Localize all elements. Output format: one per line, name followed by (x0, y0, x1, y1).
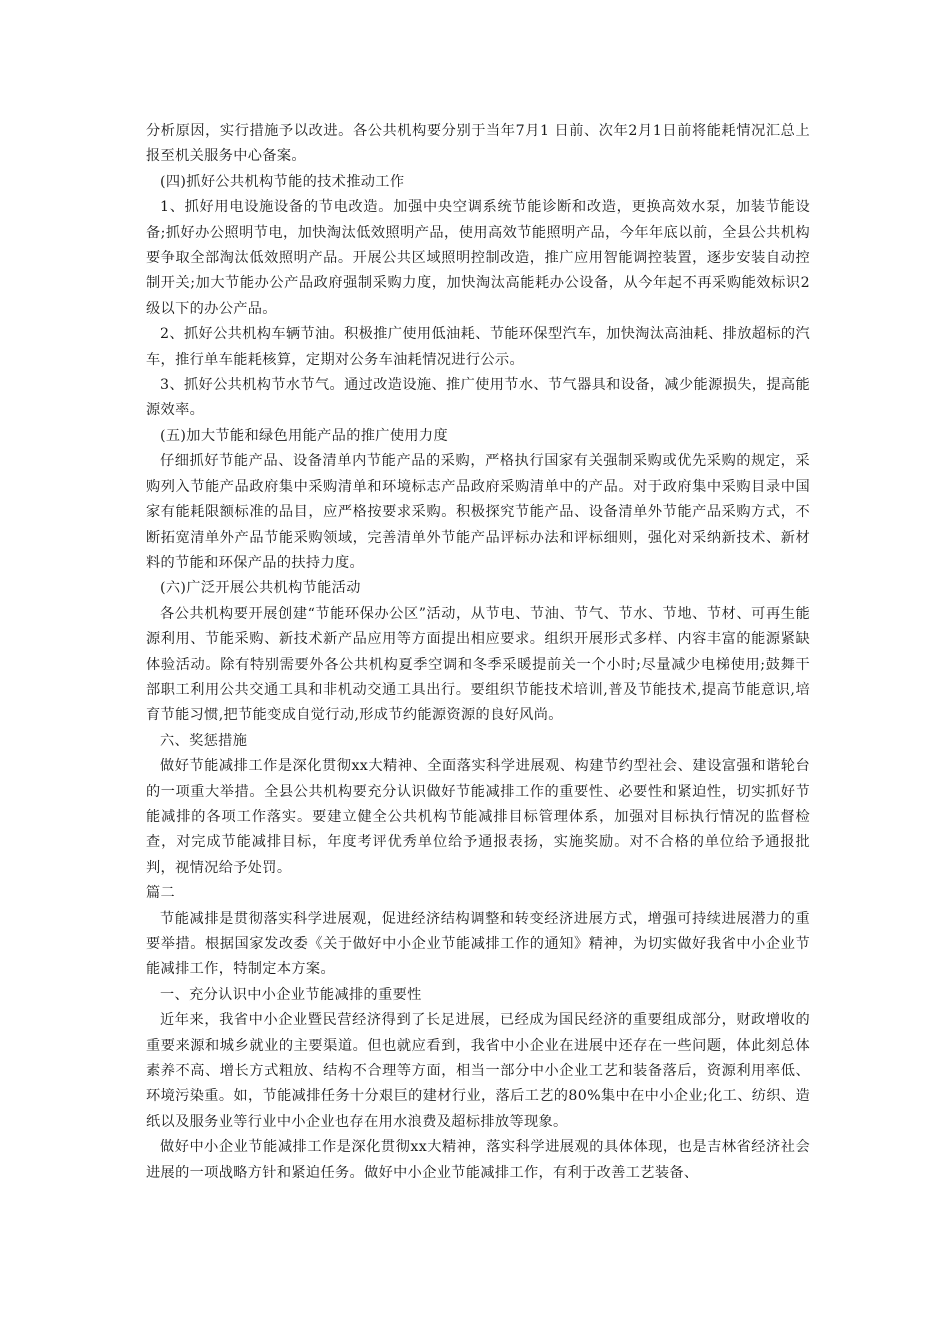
paragraph: 3、抓好公共机构节水节气。通过改造设施、推广使用节水、节气器具和设备，减少能源损失，提高能源效率。 (146, 377, 810, 419)
part-title: 篇二 (146, 885, 176, 902)
paragraph: 1、抓好用电设施设备的节电改造。加强中央空调系统节能诊断和改造，更换高效水泵，加装节能设备;抓好办公照明节电，加快淘汰低效照明产品，使用高效节能照明产品，今年年底以前，全县公共机构要争取全部淘汰低效照明产品。开展公共区域照明控制改造，推广应用智能调控装置，逐步安装自动控制开关;加大节能办公产品政府强制采购力度，加快淘汰高能耗办公设备，从今年起不再采购能效标识2级以下的办公产品。 (146, 199, 810, 317)
paragraph: 做好节能减排工作是深化贯彻xx大精神、全面落实科学进展观、构建节约型社会、建设富强和谐轮台的一项重大举措。全县公共机构要充分认识做好节能减排工作的重要性、必要性和紧迫性，切实抓好节能减排的各项工作落实。要建立健全公共机构节能减排目标管理体系，加强对目标执行情况的监督检查，对完成节能减排目标，年度考评优秀单位给予通报表扬，实施奖励。对不合格的单位给予通报批判，视情况给予处罚。 (146, 758, 810, 876)
paragraph: 各公共机构要开展创建“节能环保办公区”活动，从节电、节油、节气、节水、节地、节材、可再生能源利用、节能采购、新技术新产品应用等方面提出相应要求。组织开展形式多样、内容丰富的能源紧缺体验活动。除有特别需要外各公共机构夏季空调和冬季采暖提前关一个小时;尽量减少电梯使用;鼓舞干部职工利用公共交通工具和非机动交通工具出行。要组织节能技术培训,普及节能技术,提高节能意识,培育节能习惯,把节能变成自觉行动,形成节约能源资源的良好风尚。 (146, 605, 810, 724)
section-heading: (五)加大节能和绿色用能产品的推广使用力度 (160, 427, 448, 444)
section-heading: 一、充分认识中小企业节能减排的重要性 (160, 986, 422, 1003)
paragraph: 近年来，我省中小企业暨民营经济得到了长足进展，已经成为国民经济的重要组成部分，财政增收的重要来源和城乡就业的主要渠道。但也就应看到，我省中小企业在进展中还存在一些问题，体此刻总体素养不高、增长方式粗放、结构不合理等方面，相当一部分中小企业工艺和装备落后，资源利用率低、环境污染重。如，节能减排任务十分艰巨的建材行业，落后工艺的80%集中在中小企业;化工、纺织、造纸以及服务业等行业中小企业也存在用水浪费及超标排放等现象。 (146, 1012, 810, 1130)
section-heading: (四)抓好公共机构节能的技术推动工作 (160, 173, 405, 190)
paragraph: 做好中小企业节能减排工作是深化贯彻xx大精神，落实科学进展观的具体体现，也是吉林省经济社会进展的一项战略方针和紧迫任务。做好中小企业节能减排工作，有利于改善工艺装备、 (146, 1139, 810, 1181)
paragraph: 2、抓好公共机构车辆节油。积极推广使用低油耗、节能环保型汽车，加快淘汰高油耗、排放超标的汽车，推行单车能耗核算，定期对公务车油耗情况进行公示。 (146, 326, 810, 368)
paragraph: 仔细抓好节能产品、设备清单内节能产品的采购，严格执行国家有关强制采购或优先采购的规定，采购列入节能产品政府集中采购清单和环境标志产品政府采购清单中的产品。对于政府集中采购目录中国家有能耗限额标准的品目，应严格按要求采购。积极探究节能产品、设备清单外节能产品采购方式，不断拓宽清单外产品节能采购领域，完善清单外节能产品评标办法和评标细则，强化对采纳新技术、新材料的节能和环保产品的扶持力度。 (146, 453, 810, 571)
paragraph: 分析原因，实行措施予以改进。各公共机构要分别于当年7月1 日前、次年2月1日前将能耗情况汇总上报至机关服务中心备案。 (146, 123, 810, 165)
document-body (146, 119, 810, 1186)
section-heading: (六)广泛开展公共机构节能活动 (160, 580, 361, 597)
section-heading: 六、奖惩措施 (160, 732, 248, 749)
paragraph: 节能减排是贯彻落实科学进展观，促进经济结构调整和转变经济进展方式，增强可持续进展潜力的重要举措。根据国家发改委《关于做好中小企业节能减排工作的通知》精神，为切实做好我省中小企业节能减排工作，特制定本方案。 (146, 910, 810, 978)
